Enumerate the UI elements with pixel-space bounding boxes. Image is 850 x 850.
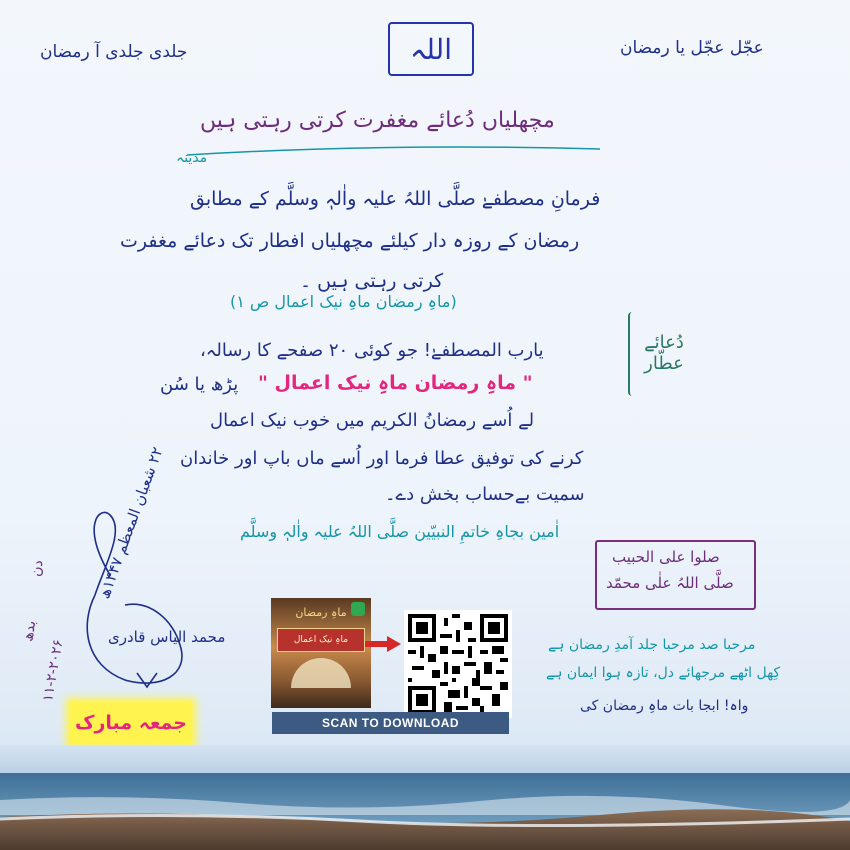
- body-line-1: فرمانِ مصطفےٰ صلَّی اللہُ علیہ واٰلہٖ وسلَّم کے مطابق: [190, 188, 601, 210]
- ameen-text: اٰمین بجاہِ خاتمِ النبیّین صلَّی اللہُ علیہ واٰلہٖ وسلَّم: [240, 522, 560, 541]
- poem-line-1: مرحبا صد مرحبا جلد آمدِ رمضان ہے: [548, 637, 756, 653]
- body-line-3: کرتی رہتی ہیں ۔: [300, 270, 444, 292]
- dua-line-1: یارب المصطفےٰ! جو کوئی ۲۰ صفحے کا رسالہ،: [200, 340, 544, 361]
- signature-flourish: [65, 505, 215, 705]
- scan-to-download-button[interactable]: SCAN TO DOWNLOAD: [272, 712, 509, 734]
- header-left-text: جلدی جلدی آ رمضان: [40, 42, 188, 62]
- allah-box: اللہ: [388, 22, 474, 76]
- salawat-line-1: صلوا علی الحبیب: [612, 548, 720, 566]
- header-right-text: عجّل عجّل یا رمضان: [620, 38, 764, 58]
- place-label: مدینہ: [176, 150, 208, 166]
- salawat-line-2: صلَّی اللہُ علٰی محمّد: [606, 574, 734, 592]
- main-heading: مچھلیاں دُعائے مغفرت کرتی رہتی ہیں: [200, 108, 555, 133]
- arrow-right-icon: [363, 634, 403, 654]
- signature-day: بدھ: [20, 619, 40, 643]
- dua-read-suffix: پڑھ یا سُن: [160, 374, 239, 395]
- signature-extra: دن: [28, 558, 47, 578]
- dua-book-title: " ماہِ رمضان ماہِ نیک اعمال ": [258, 372, 533, 394]
- qr-code[interactable]: [404, 610, 512, 718]
- book-cover-subtitle: ماہِ نیک اعمال: [277, 628, 365, 652]
- poem-line-2: کِھل اٹھے مرجھائے دل، تازہ ہوا ایمان ہے: [546, 665, 781, 681]
- signature-date-gregorian: ۱۱-۲-۲۰۲۶: [40, 638, 67, 703]
- dua-line-3: کرنے کی توفیق عطا فرما اور اُسے ماں باپ اور خاندان: [180, 448, 584, 469]
- book-cover-image: [271, 598, 371, 708]
- dua-line-4: سمیت بےحساب بخش دے۔: [385, 484, 585, 505]
- signature-name: محمد الیاس قادری: [108, 628, 226, 646]
- heading-underline: [185, 141, 605, 161]
- jumma-mubarak-badge: جمعہ مبارک: [70, 702, 192, 744]
- book-cover-title: ماہِ رمضان: [295, 606, 347, 619]
- poem-line-3: واہ! ابجا بات ماہِ رمضان کی: [580, 698, 749, 714]
- signature-date-hijri: ۲۲ شعبان المعظم ۱۴۴۷ھ: [95, 444, 167, 602]
- dua-line-2: لے اُسے رمضانُ الکریم میں خوب نیک اعمال: [210, 410, 535, 431]
- dua-attar-label: دُعائے عطّار: [644, 332, 684, 374]
- reference-text: (ماہِ رمضان ماہِ نیک اعمال ص ۱): [230, 292, 457, 311]
- mosque-illustration: [291, 658, 351, 688]
- sea-background: [0, 745, 850, 850]
- body-line-2: رمضان کے روزہ دار کیلئے مچھلیاں افطار تک دعائے مغفرت: [120, 230, 580, 252]
